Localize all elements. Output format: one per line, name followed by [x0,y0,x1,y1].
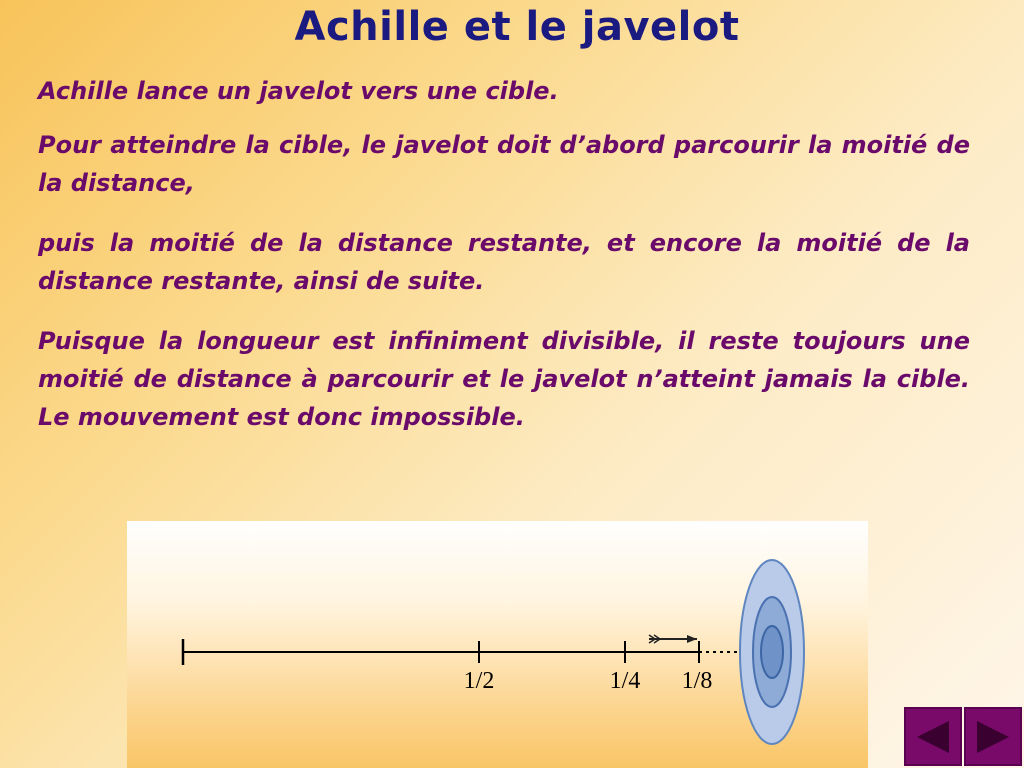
triangle-left-icon [913,717,953,757]
paragraph-4: Puisque la longueur est infiniment divisible, il reste toujours une moitié de distance à parcourir et le javelot n’atteint jamais la cible. Le mouvement est donc impossible. [38,327,970,431]
paragraph-3: puis la moitié de la distance restante, et encore la moitié de la distance restante, ainsi de suite. [38,229,970,295]
target-icon [740,560,804,744]
slide-title: Achille et le javelot [294,4,740,50]
triangle-right-icon [973,717,1013,757]
slide-navigation [904,707,1024,768]
paragraph-2: Pour atteindre la cible, le javelot doit d’abord parcourir la moitié de la distance, [38,131,970,197]
half-label: 1/2 [463,668,495,694]
paragraph-1: Achille lance un javelot vers une cible. [38,77,559,105]
quarter-label: 1/4 [609,668,641,694]
eighth-label: 1/8 [681,668,713,694]
next-slide-button[interactable] [964,707,1022,766]
javelin-diagram [127,521,868,768]
javelin-icon [649,635,697,643]
slide-body [38,72,970,458]
previous-slide-button[interactable] [904,707,962,766]
javelin-illustration [127,521,868,768]
